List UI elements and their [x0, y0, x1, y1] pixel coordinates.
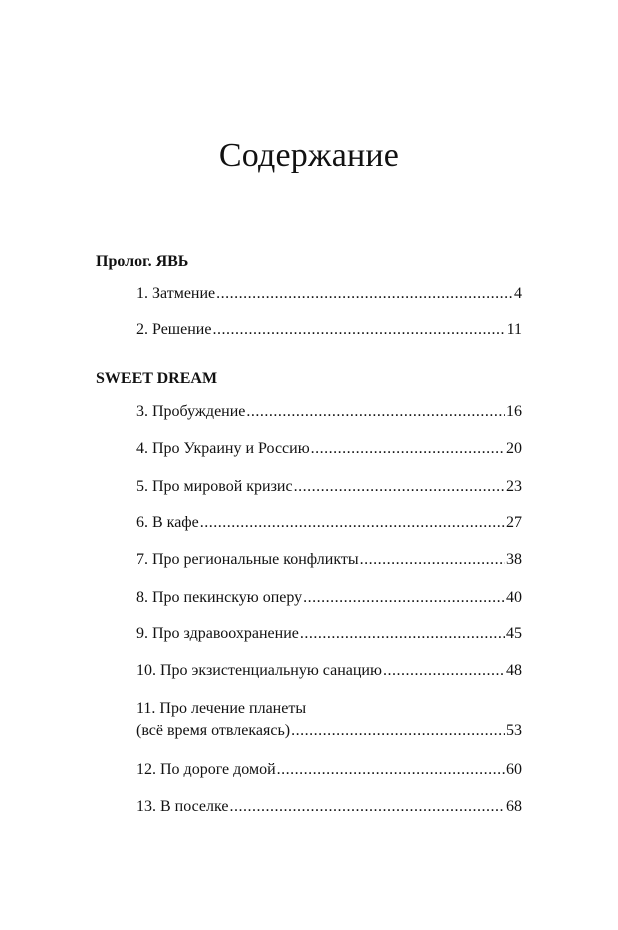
toc-entry-page-number: 16 — [506, 403, 522, 420]
toc-entry-label: 8. Про пекинскую оперу — [136, 589, 303, 606]
toc-entry — [136, 401, 522, 423]
toc-entry-label: 2. Решение — [136, 321, 212, 338]
dot-leader — [246, 401, 505, 423]
toc-entry — [136, 660, 522, 682]
toc-entry-label: 6. В кафе — [136, 514, 199, 531]
toc-entry-label-line1: 11. Про лечение планеты — [136, 700, 307, 717]
dot-leader — [212, 319, 505, 341]
toc-entry-page-number: 68 — [506, 798, 522, 815]
toc-entry — [136, 476, 522, 498]
toc-entry — [136, 623, 522, 645]
dot-leader — [300, 623, 505, 645]
dot-leader — [216, 283, 513, 305]
section-heading-prologue: Пролог. ЯВЬ — [96, 253, 189, 270]
toc-entry — [136, 512, 522, 534]
toc-entry-page-number: 38 — [506, 551, 522, 568]
dot-leader — [291, 720, 505, 742]
toc-entry-label: 13. В поселке — [136, 798, 229, 815]
section-heading-sweet-dream: SWEET DREAM — [96, 370, 218, 387]
toc-entry-label: 5. Про мировой кризис — [136, 478, 293, 495]
toc-entry-label: 12. По дороге домой — [136, 761, 276, 778]
dot-leader — [311, 438, 505, 460]
dot-leader — [200, 512, 505, 534]
toc-entry-page-number: 4 — [514, 285, 522, 302]
dot-leader — [294, 476, 505, 498]
toc-entry-label: 1. Затмение — [136, 285, 216, 302]
dot-leader — [303, 587, 505, 609]
toc-entry — [136, 283, 522, 305]
toc-entry — [136, 319, 522, 341]
toc-entry-page-number: 45 — [506, 625, 522, 642]
toc-entry-label: 7. Про региональные конфликты — [136, 551, 359, 568]
dot-leader — [230, 796, 506, 818]
toc-entry — [136, 438, 522, 460]
page-title: Содержание — [218, 137, 400, 174]
toc-entry-label: 3. Пробуждение — [136, 403, 246, 420]
dot-leader — [360, 549, 505, 571]
toc-entry — [136, 698, 522, 742]
toc-entry-page-number: 27 — [506, 514, 522, 531]
toc-entry-label: 9. Про здравоохранение — [136, 625, 299, 642]
toc-entry-page-number: 53 — [506, 722, 522, 739]
toc-entry — [136, 796, 522, 818]
toc-entry-label: 10. Про экзистенциальную санацию — [136, 662, 382, 679]
toc-entry — [136, 759, 522, 781]
toc-entry-page-number: 48 — [506, 662, 522, 679]
dot-leader — [383, 660, 505, 682]
toc-entry-page-number: 23 — [506, 478, 522, 495]
toc-entry-label: 4. Про Украину и Россию — [136, 440, 310, 457]
toc-entry — [136, 587, 522, 609]
dot-leader — [277, 759, 505, 781]
toc-entry-page-number: 20 — [506, 440, 522, 457]
toc-entry-page-number: 60 — [506, 761, 522, 778]
toc-entry-page-number: 11 — [506, 321, 522, 338]
toc-entry-page-number: 40 — [506, 589, 522, 606]
toc-entry-label: (всё время отвлекаясь) — [136, 722, 291, 739]
toc-entry — [136, 549, 522, 571]
